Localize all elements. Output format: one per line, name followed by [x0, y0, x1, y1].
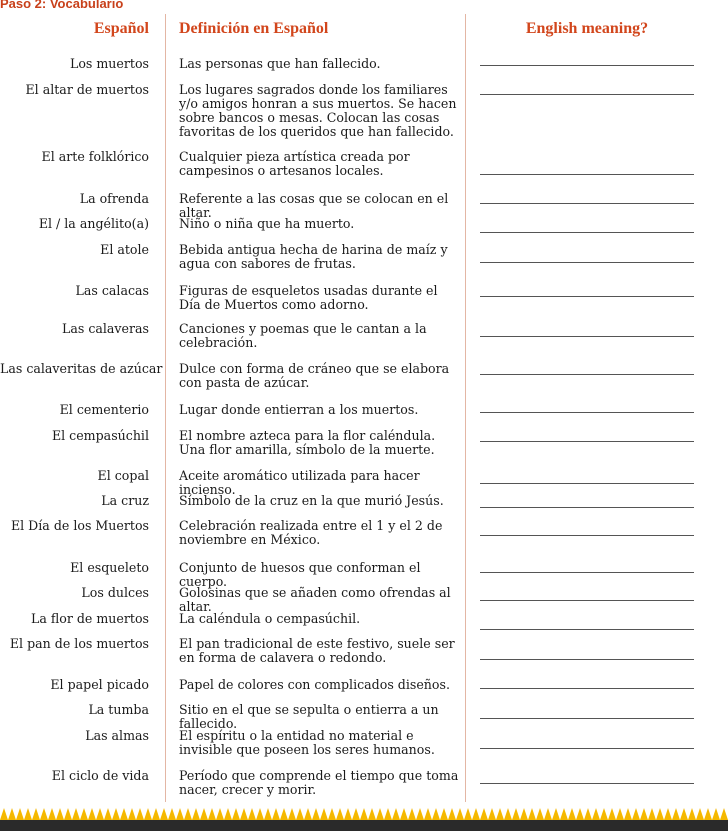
english-meaning-answer-line[interactable]: [480, 65, 694, 66]
english-meaning-answer-line[interactable]: [480, 748, 694, 749]
vocab-term: Las calacas: [75, 283, 149, 298]
english-meaning-answer-line[interactable]: [480, 659, 694, 660]
header-definition: Definición en Español: [179, 20, 329, 37]
english-meaning-answer-line[interactable]: [480, 94, 694, 95]
english-meaning-answer-line[interactable]: [480, 507, 694, 508]
english-meaning-answer-line[interactable]: [480, 174, 694, 175]
vocab-definition: El espíritu o la entidad no material e invisible que poseen los seres humanos.: [179, 728, 435, 757]
vocab-term: El altar de muertos: [25, 82, 149, 97]
english-meaning-answer-line[interactable]: [480, 688, 694, 689]
vocab-definition: Aceite aromático utilizada para hacer incienso.: [179, 468, 420, 497]
vocab-term: La tumba: [88, 702, 149, 717]
vocab-term: El cempasúchil: [51, 428, 149, 443]
vocab-definition: El pan tradicional de este festivo, suele ser en forma de calavera o redondo.: [179, 636, 455, 665]
english-meaning-answer-line[interactable]: [480, 629, 694, 630]
vocab-definition: Canciones y poemas que le cantan a la celebración.: [179, 321, 427, 350]
vocab-term: El copal: [97, 468, 149, 483]
header-english: English meaning?: [525, 20, 649, 37]
english-meaning-answer-line[interactable]: [480, 203, 694, 204]
vocab-term: La flor de muertos: [30, 611, 149, 626]
vocab-definition: Sitio en el que se sepulta o entierra a un fallecido.: [179, 702, 439, 731]
column-divider-left: [165, 14, 166, 802]
english-meaning-answer-line[interactable]: [480, 483, 694, 484]
vocab-term: El pan de los muertos: [9, 636, 149, 651]
english-meaning-answer-line[interactable]: [480, 535, 694, 536]
vocab-definition: Lugar donde entierran a los muertos.: [179, 402, 419, 417]
vocab-term: Los dulces: [81, 585, 149, 600]
vocab-definition: La caléndula o cempasúchil.: [179, 611, 361, 626]
english-meaning-answer-line[interactable]: [480, 336, 694, 337]
vocab-term: El cementerio: [59, 402, 149, 417]
english-meaning-answer-line[interactable]: [480, 572, 694, 573]
vocab-term: Las almas: [85, 728, 149, 743]
vocab-term: El / la angélito(a): [38, 216, 149, 231]
step-title: Paso 2: Vocabulario: [0, 0, 124, 11]
vocab-definition: Cualquier pieza artística creada por campesinos o artesanos locales.: [179, 149, 410, 178]
column-divider-right: [465, 14, 466, 802]
english-meaning-answer-line[interactable]: [480, 296, 694, 297]
decorative-border: [0, 806, 728, 831]
vocab-definition: Papel de colores con complicados diseños.: [179, 677, 450, 692]
header-spanish: Español: [93, 20, 149, 37]
vocab-term: El esqueleto: [70, 560, 149, 575]
vocab-definition: Celebración realizada entre el 1 y el 2 de noviembre en México.: [179, 518, 443, 547]
vocab-definition: Referente a las cosas que se colocan en el altar.: [179, 191, 449, 220]
vocab-definition: Período que comprende el tiempo que toma nacer, crecer y morir.: [179, 768, 459, 797]
vocab-definition: Golosinas que se añaden como ofrendas al altar.: [179, 585, 451, 614]
vocab-definition: El nombre azteca para la flor caléndula. Una flor amarilla, símbolo de la muerte.: [179, 428, 436, 457]
vocab-term: La ofrenda: [79, 191, 149, 206]
vocab-term: El Día de los Muertos: [10, 518, 149, 533]
vocab-term: El papel picado: [50, 677, 149, 692]
english-meaning-answer-line[interactable]: [480, 232, 694, 233]
english-meaning-answer-line[interactable]: [480, 374, 694, 375]
english-meaning-answer-line[interactable]: [480, 600, 694, 601]
vocab-definition: Las personas que han fallecido.: [179, 56, 381, 71]
vocab-definition: Conjunto de huesos que conforman el cuerpo.: [179, 560, 421, 589]
vocab-term: El ciclo de vida: [51, 768, 149, 783]
vocab-definition: Símbolo de la cruz en la que murió Jesús.: [179, 493, 444, 508]
vocab-definition: Niño o niña que ha muerto.: [179, 216, 355, 231]
vocab-term: El atole: [100, 242, 149, 257]
english-meaning-answer-line[interactable]: [480, 441, 694, 442]
english-meaning-answer-line[interactable]: [480, 783, 694, 784]
vocab-definition: Figuras de esqueletos usadas durante el Día de Muertos como adorno.: [179, 283, 438, 312]
english-meaning-answer-line[interactable]: [480, 412, 694, 413]
vocab-term: Las calaveras: [62, 321, 149, 336]
english-meaning-answer-line[interactable]: [480, 262, 694, 263]
vocab-term: Los muertos: [69, 56, 149, 71]
vocab-definition: Dulce con forma de cráneo que se elabora con pasta de azúcar.: [179, 361, 450, 390]
english-meaning-answer-line[interactable]: [480, 718, 694, 719]
vocab-definition: Los lugares sagrados donde los familiares y/o amigos honran a sus muertos. Se hacen sobre bancos o mesas. Colocan las cosas favoritas de los queridos que han fallecido.: [179, 82, 457, 139]
vocab-definition: Bebida antigua hecha de harina de maíz y agua con sabores de frutas.: [179, 242, 448, 271]
vocab-term: Las calaveritas de azúcar: [0, 361, 163, 376]
vocab-term: La cruz: [101, 493, 149, 508]
vocab-term: El arte folklórico: [41, 149, 149, 164]
